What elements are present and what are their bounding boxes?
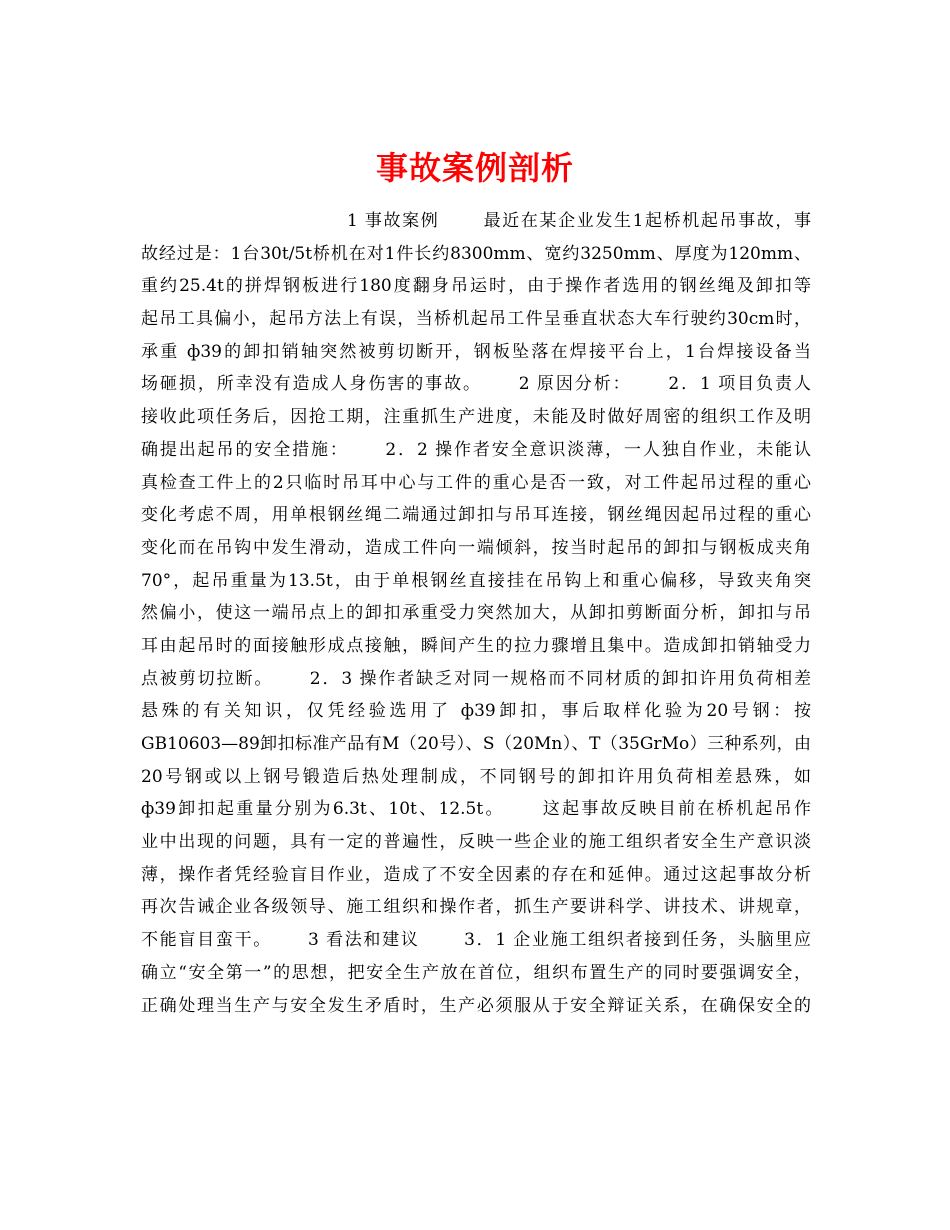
body-line: 悬殊的有关知识，仅凭经验选用了 ф39卸扣，事后取样化验为20号钢：按 bbox=[141, 701, 811, 722]
body-line: 变化考虑不周，用单根钢丝绳二端通过卸扣与吊耳连接，钢丝绳因起吊过程的重心 bbox=[141, 505, 811, 526]
body-line: ф39卸扣起重量分别为6.3t、10t、12.5t。 这起事故反映目前在桥机起吊作 bbox=[141, 799, 811, 820]
body-line: 故经过是：1台30t/5t桥机在对1件长约8300mm、宽约3250mm、厚度为120mm、 bbox=[141, 243, 811, 264]
body-line: 点被剪切拉断。 2．3 操作者缺乏对同一规格而不同材质的卸扣许用负荷相差 bbox=[141, 668, 811, 689]
body-line: 确立“安全第一”的思想，把安全生产放在首位，组织布置生产的同时要强调安全， bbox=[141, 962, 811, 983]
body-line: 再次告诫企业各级领导、施工组织和操作者，抓生产要讲科学、讲技术、讲规章， bbox=[141, 897, 811, 918]
body-line: 重约25.4t的拼焊钢板进行180度翻身吊运时，由于操作者选用的钢丝绳及卸扣等 bbox=[141, 276, 811, 297]
body-line: 真检查工件上的2只临时吊耳中心与工件的重心是否一致，对工件起吊过程的重心 bbox=[141, 472, 811, 493]
body-line: 承重 ф39的卸扣销轴突然被剪切断开，钢板坠落在焊接平台上，1台焊接设备当 bbox=[141, 341, 811, 362]
body-line: 不能盲目蛮干。 3 看法和建议 3．1 企业施工组织者接到任务，头脑里应 bbox=[141, 930, 811, 951]
document-body bbox=[141, 205, 811, 1022]
body-line: 然偏小，使这一端吊点上的卸扣承重受力突然加大，从卸扣剪断面分析，卸扣与吊 bbox=[141, 603, 811, 624]
body-line: 变化而在吊钩中发生滑动，造成工件向一端倾斜，按当时起吊的卸扣与钢板成夹角 bbox=[141, 537, 811, 558]
body-line: GB10603—89卸扣标准产品有M（20号）、S（20Mn）、T（35GrMo）三种系列，由 bbox=[141, 734, 811, 754]
body-line: 耳由起吊时的面接触形成点接触，瞬间产生的拉力骤增且集中。造成卸扣销轴受力 bbox=[141, 635, 811, 656]
body-line: 起吊工具偏小，起吊方法上有误，当桥机起吊工件呈垂直状态大车行驶约30cm时， bbox=[141, 309, 811, 330]
body-line: 20号钢或以上钢号锻造后热处理制成，不同钢号的卸扣许用负荷相差悬殊，如 bbox=[141, 766, 811, 787]
body-line: 确提出起吊的安全措施： 2．2 操作者安全意识淡薄，一人独自作业，未能认 bbox=[141, 439, 811, 460]
body-line: 1 事故案例 最近在某企业发生1起桥机起吊事故，事 bbox=[347, 211, 811, 231]
body-line: 正确处理当生产与安全发生矛盾时，生产必须服从于安全辩证关系，在确保安全的 bbox=[141, 995, 811, 1016]
body-line: 业中出现的问题，具有一定的普遍性，反映一些企业的施工组织者安全生产意识淡 bbox=[141, 832, 811, 853]
body-line: 场砸损，所幸没有造成人身伤害的事故。 2 原因分析： 2．1 项目负责人 bbox=[141, 374, 811, 395]
body-line: 70°，起吊重量为13.5t，由于单根钢丝直接挂在吊钩上和重心偏移，导致夹角突 bbox=[141, 570, 811, 591]
body-line: 接收此项任务后，因抢工期，注重抓生产进度，未能及时做好周密的组织工作及明 bbox=[141, 407, 811, 428]
document-title: 事故案例剖析 bbox=[375, 149, 574, 188]
body-line: 薄，操作者凭经验盲目作业，造成了不安全因素的存在和延伸。通过这起事故分析 bbox=[141, 864, 811, 885]
